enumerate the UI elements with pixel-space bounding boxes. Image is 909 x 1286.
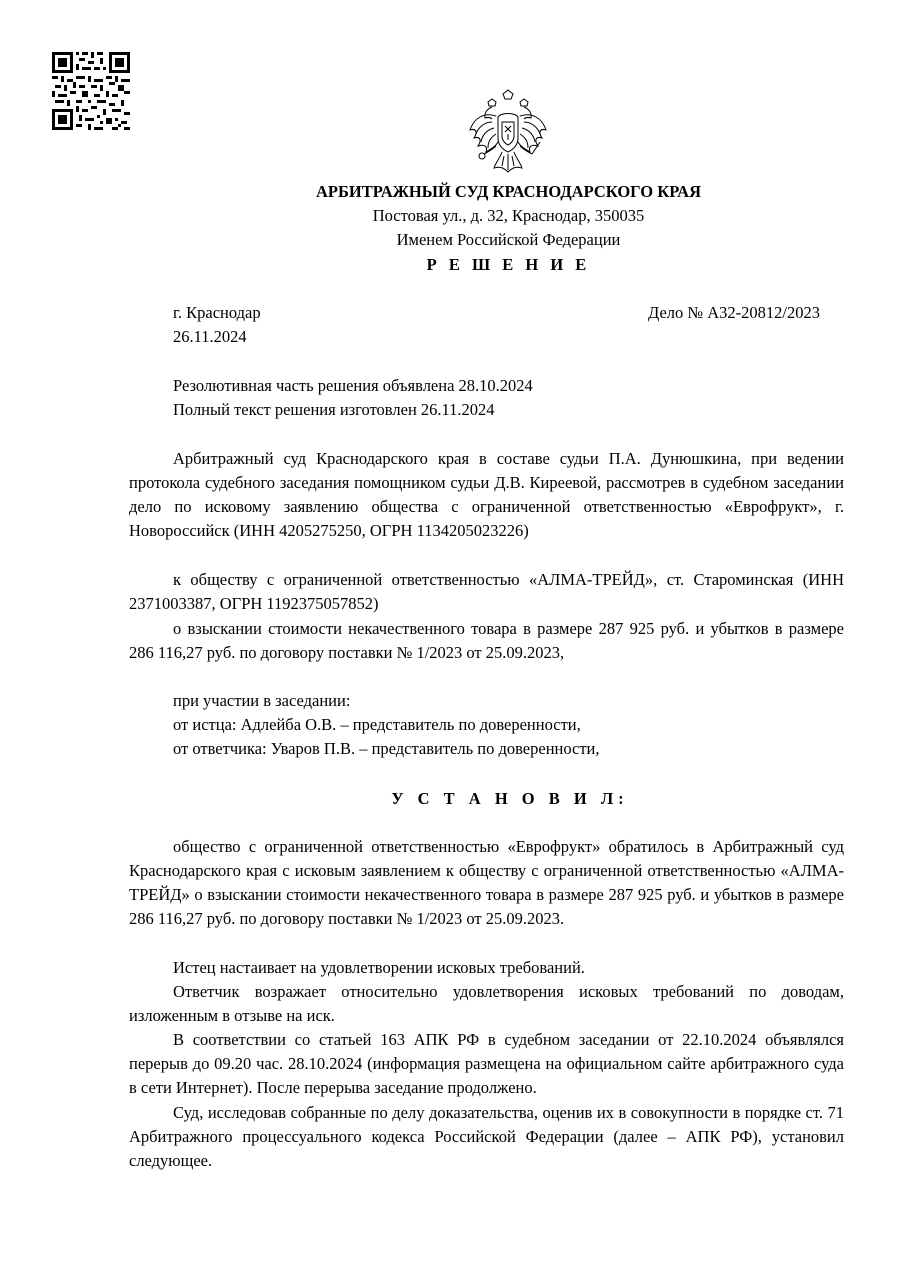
operative-part-line: Резолютивная часть решения объявлена 28.10.2024 xyxy=(173,376,533,395)
in-the-name-line: Именем Российской Федерации xyxy=(396,230,621,249)
established-paragraph-2: Истец настаивает на удовлетворении исковых требований. xyxy=(173,958,585,977)
established-paragraph-3: Ответчик возражает относительно удовлетворения исковых требований по доводам, изложенным в отзыве на иск. xyxy=(129,982,844,1025)
participants-heading: при участии в заседании: xyxy=(173,691,351,710)
case-number: Дело № А32-20812/2023 xyxy=(648,303,821,322)
court-address: Постовая ул., д. 32, Краснодар, 350035 xyxy=(372,206,645,225)
full-text-line: Полный текст решения изготовлен 26.11.2024 xyxy=(173,400,495,419)
decision-date: 26.11.2024 xyxy=(173,327,247,346)
established-paragraph-4: В соответствии со статьей 163 АПК РФ в судебном заседании от 22.10.2024 объявлялся перерыв до 09.20 час. 28.10.2024 (информация размещена на официальном сайте арбитражного суда в сети Интернет). После перерыва заседание продолжено. xyxy=(129,1030,844,1097)
intro-paragraph-court: Арбитражный суд Краснодарского края в составе судьи П.А. Дунюшкина, при ведении протокола судебного заседания помощником судьи Д.В. Киреевой, рассмотрев в судебном заседании дело по исковому заявлению общества с ограниченной ответственностью «Еврофрукт», г. Новороссийск (ИНН 4205275250, ОГРН 1134205023226) xyxy=(129,449,844,540)
established-paragraph-5: Суд, исследовав собранные по делу доказательства, оценив их в совокупности в порядке ст. 71 Арбитражного процессуального кодекса Российской Федерации (далее – АПК РФ), установил следующее. xyxy=(129,1103,844,1170)
intro-paragraph-defendant: к обществу с ограниченной ответственностью «АЛМА-ТРЕЙД», ст. Староминская (ИНН 2371003387, ОГРН 1192375057852) xyxy=(129,570,844,613)
participant-defendant: от ответчика: Уваров П.В. – представитель по доверенности, xyxy=(173,739,600,758)
participant-plaintiff: от истца: Адлейба О.В. – представитель по доверенности, xyxy=(173,715,581,734)
established-heading: У С Т А Н О В И Л: xyxy=(391,789,629,808)
city: г. Краснодар xyxy=(173,303,261,322)
established-paragraph-1: общество с ограниченной ответственностью «Еврофрукт» обратилось в Арбитражный суд Краснодарского края с исковым заявлением к обществу с ограниченной ответственностью «АЛМА-ТРЕЙД» о взыскании стоимости некачественного товара в размере 287 925 руб. и убытков в размере 286 116,27 руб. по договору поставки № 1/2023 от 25.09.2023. xyxy=(129,837,844,928)
court-name: АРБИТРАЖНЫЙ СУД КРАСНОДАРСКОГО КРАЯ xyxy=(315,182,701,201)
coat-of-arms-icon xyxy=(466,88,550,178)
document-title: Р Е Ш Е Н И Е xyxy=(426,255,591,274)
intro-paragraph-claim: о взыскании стоимости некачественного товара в размере 287 925 руб. и убытков в размере 286 116,27 руб. по договору поставки № 1/2023 от 25.09.2023, xyxy=(129,619,844,662)
qr-code-icon xyxy=(52,52,130,130)
